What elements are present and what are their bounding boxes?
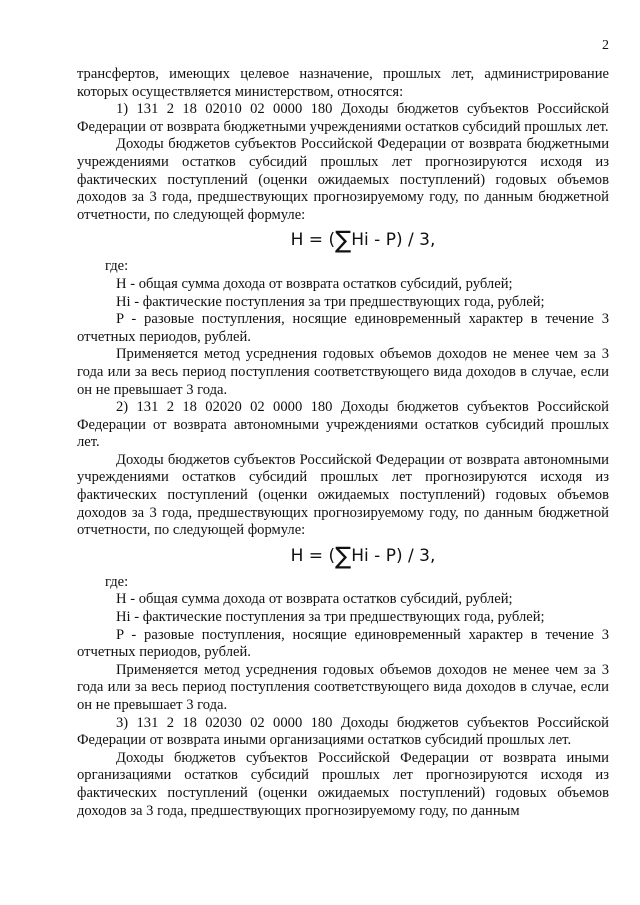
method-note-2: Применяется метод усреднения годовых объемов доходов не менее чем за 3 года или за весь период поступления соответствующего вида доходов в случае, если он не превышает 3 года. — [77, 661, 609, 713]
definition-hi-2: Hi - фактические поступления за три предшествующих года, рублей; — [116, 609, 545, 626]
definition-h-2: H - общая сумма дохода от возврата остатков субсидий, рублей; — [116, 591, 513, 608]
item-3-heading: 3) 131 2 18 02030 02 0000 180 Доходы бюджетов субъектов Российской Федерации от возврата иными организациями остатков субсидий прошлых лет. — [77, 714, 609, 749]
definition-p-2: P - разовые поступления, носящие единовременный характер в течение 3 отчетных периодов, рублей. — [77, 626, 609, 661]
definition-h-1: H - общая сумма дохода от возврата остатков субсидий, рублей; — [116, 275, 513, 292]
formula-1-left: H = ( — [290, 230, 336, 251]
item-2-description: Доходы бюджетов субъектов Российской Федерации от возврата автономными учреждениями остатков субсидий прошлых лет прогнозируются исходя из фактических поступлений (оценки ожидаемых поступлений) годовых объемов доходов за 3 года, предшествующих прогнозируемому году, по данным бюджетной отчетности, по следующей формуле: — [77, 451, 609, 539]
method-note-1: Применяется метод усреднения годовых объемов доходов не менее чем за 3 года или за весь период поступления соответствующего вида доходов в случае, если он не превышает 3 года. — [77, 346, 609, 398]
definition-hi-1: Hi - фактические поступления за три предшествующих года, рублей; — [116, 293, 545, 310]
formula-2-left: H = ( — [290, 545, 336, 566]
sum-symbol: ∑ — [335, 226, 352, 255]
formula-2 — [77, 541, 609, 572]
paragraph-intro: трансфертов, имеющих целевое назначение, прошлых лет, администрирование которых осуществляется министерством, относятся: — [77, 66, 609, 100]
item-1-description: Доходы бюджетов субъектов Российской Федерации от возврата бюджетными учреждениями остатков субсидий прошлых лет прогнозируются исходя из фактических поступлений (оценки ожидаемых поступлений) годовых объемов доходов за 3 года, предшествующих прогнозируемому году, по данным бюджетной отчетности, по следующей формуле: — [77, 136, 609, 223]
page-number: 2 — [602, 38, 609, 53]
sum-symbol: ∑ — [335, 541, 352, 570]
definition-p-1: P - разовые поступления, носящие единовременный характер в течение 3 отчетных периодов, рублей. — [77, 311, 609, 345]
formula-1-right: Hi - P) / 3, — [351, 230, 436, 251]
item-3-description: Доходы бюджетов субъектов Российской Федерации от возврата иными организациями остатков субсидий прошлых лет прогнозируются исходя из фактических поступлений (оценки ожидаемых поступлений) годовых объемов доходов за 3 года, предшествующих прогнозируемому году, по данным — [77, 749, 609, 819]
where-label-2: где: — [105, 573, 129, 590]
item-1-heading: 1) 131 2 18 02010 02 0000 180 Доходы бюджетов субъектов Российской Федерации от возврата бюджетными учреждениями остатков субсидий прошлых лет. — [77, 101, 609, 135]
formula-2-right: Hi - P) / 3, — [351, 545, 436, 566]
document-body — [77, 66, 609, 820]
where-label-1: где: — [105, 258, 129, 275]
formula-1 — [77, 225, 609, 256]
item-2-heading: 2) 131 2 18 02020 02 0000 180 Доходы бюджетов субъектов Российской Федерации от возврата автономными учреждениями остатков субсидий прошлых лет. — [77, 399, 609, 451]
